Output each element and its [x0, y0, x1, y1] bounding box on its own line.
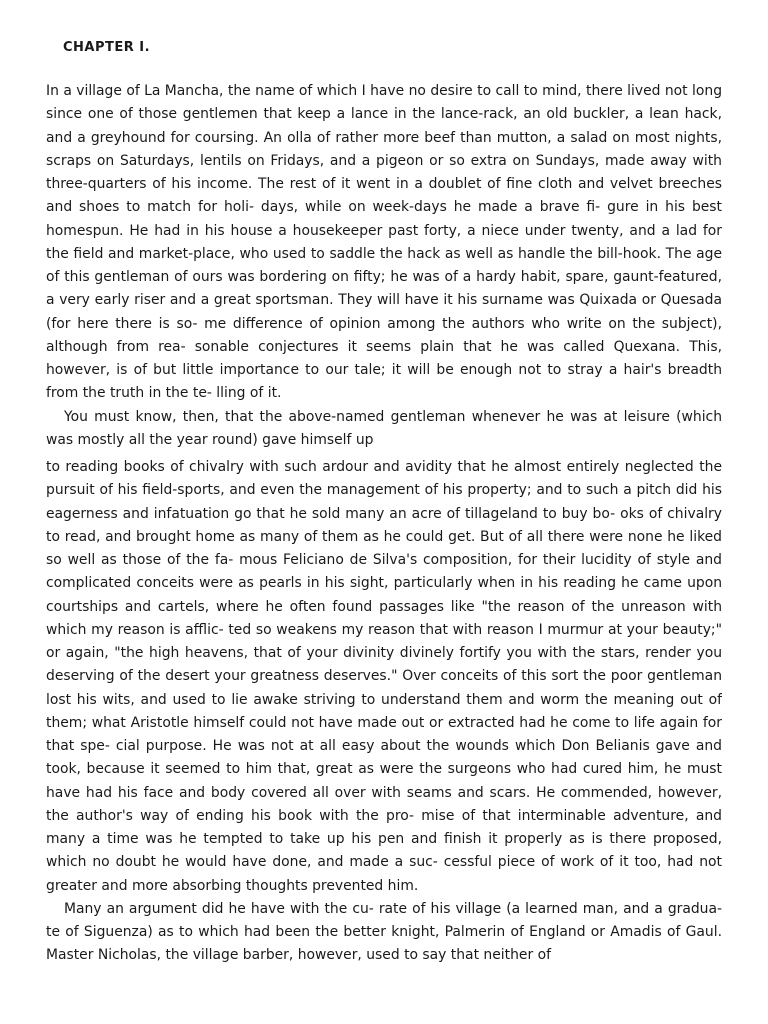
chapter-heading: CHAPTER I. [63, 40, 151, 55]
paragraph-argument: Many an argument did he have with the cu- rate of his village (a learned man, and a gradua- te of Siguenza) as to which had been the better knight, Palmerin of England or Amadis of Gaul. Master Nicholas, the village barber, however, used to say that neither of [46, 900, 722, 964]
paragraph-chivalry: to reading books of chivalry with such ardour and avidity that he almost entirely neglected the pursuit of his field-sports, and even the management of his property; and to such a pitch did his eagerness and infatuation go that he sold many an acre of tillageland to buy bo- oks of chivalry to read, and brought home as many of them as he could get. But of all there were none he liked so well as those of the fa- mous Feliciano de Silva's composition, for their lucidity of style and complicated conceits were as pearls in his sight, particularly when in his reading he came upon courtships and cartels, where he often found passages like "the reason of the unreason with which my reason is afflic- ted so weakens my reason that with reason I murmur at your beauty;" or again, "the high heavens, that of your divinity divinely fortify you with the stars, render you deserving of the desert your greatness deserves." Over conceits of this sort the poor gentleman lost his wits, and used to lie awake striving to understand them and worm the meaning out of them; what Aristotle himself could not have made out or extracted had he come to life again for that spe- cial purpose. He was not at all easy about the wounds which Don Belianis gave and took, because it seemed to him that, great as were the surgeons who had cured him, he must have had his face and body covered all over with seams and scars. He commended, however, the author's way of ending his book with the pro- mise of that interminable adventure, and many a time was he tempted to take up his pen and finish it properly as is there proposed, which no doubt he would have done, and made a suc- cessful piece of work of it too, had not greater and more absorbing thoughts prevented him. [46, 459, 722, 894]
paragraph-leisure: You must know, then, that the above-named gentleman whenever he was at leisure (which was mostly all the year round) gave himself up [46, 408, 722, 448]
paragraph-opening: In a village of La Mancha, the name of which I have no desire to call to mind, there lived not long since one of those gentlemen that keep a lance in the lance-rack, an old buckler, a lean hack, and a greyhound for coursing. An olla of rather more beef than mutton, a salad on most nights, scraps on Saturdays, lentils on Fridays, and a pigeon or so extra on Sundays, made away with three-quarters of his income. The rest of it went in a doublet of fine cloth and velvet breeches and shoes to match for holi- days, while on week-days he made a brave fi- gure in his best homespun. He had in his house a housekeeper past forty, a niece under twenty, and a lad for the field and market-place, who used to saddle the hack as well as handle the bill-hook. The age of this gentleman of ours was bordering on fifty; he was of a hardy habit, spare, gaunt-featured, a very early riser and a great sportsman. They will have it his surname was Quixada or Quesada (for here there is so- me difference of opinion among the authors who write on the subject), although from rea- sonable conjectures it seems plain that he was called Quexana. This, however, is of but little importance to our tale; it will be enough not to stray a hair's breadth from the truth in the te- lling of it. [46, 83, 722, 402]
document-page [46, 40, 722, 1024]
